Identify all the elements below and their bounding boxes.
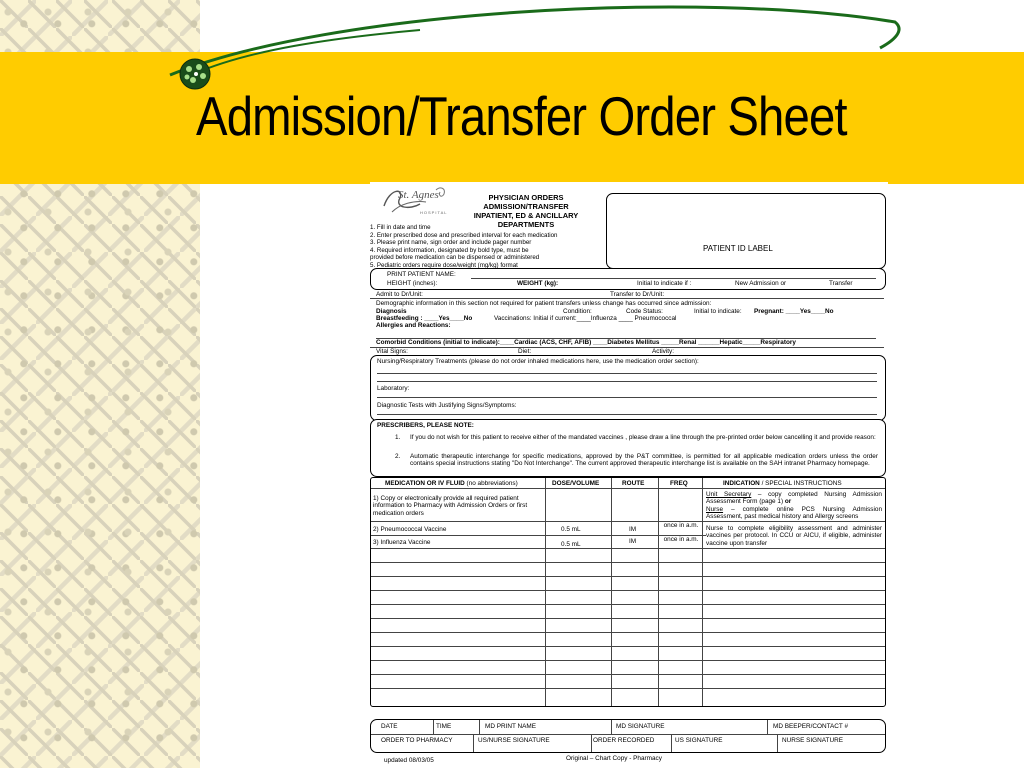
indication-row-1: Unit Secretary – copy completed Nursing Admission Assessment Form (page 1) or Nurse – complete online PCS Nursing Admission Assessment, past medical history and Allergy screens — [706, 491, 882, 521]
footer-order-recorded: ORDER RECORDED — [593, 737, 655, 744]
activity-label: Activity: — [652, 348, 675, 355]
instruction-5: 5. Pediatric orders require dose/weight (mg/kg) format — [370, 261, 518, 269]
vaccinations-label: Vaccinations: Initial if current:____Influenza ____ Pneumococcal — [494, 315, 677, 322]
freq-cell: once in a.m. — [663, 522, 699, 529]
footer-md-signature: MD SIGNATURE — [616, 723, 665, 730]
prescribers-note-title: PRESCRIBERS, PLEASE NOTE: — [377, 422, 474, 429]
hospital-logo — [380, 182, 455, 224]
patient-info-box — [370, 268, 886, 290]
instruction-3: 3. Please print name, sign order and include pager number — [370, 239, 532, 246]
col-dose: DOSE/VOLUME — [552, 480, 600, 487]
col-route: ROUTE — [622, 480, 645, 487]
col-medication: MEDICATION OR IV FLUID (no abbreviations) — [385, 480, 518, 487]
treatments-box — [370, 355, 886, 421]
footer-us-nurse-signature: US/NURSE SIGNATURE — [478, 737, 550, 744]
diet-label: Diet: — [518, 348, 532, 355]
signature-box — [370, 719, 886, 753]
updated-date: updated 08/03/05 — [384, 757, 434, 764]
instruction-4b: provided before medication can be dispensed or administered — [370, 254, 540, 261]
footer-order-to-pharmacy: ORDER TO PHARMACY — [381, 737, 453, 744]
copy-distribution-note: Original – Chart Copy - Pharmacy — [566, 755, 662, 762]
route-cell: IM — [629, 526, 637, 533]
demographic-note: Demographic information in this section not required for patient transfers unless change has occurred since admission: — [376, 300, 712, 307]
pregnant-label: Pregnant: ____Yes____No — [754, 308, 834, 315]
instruction-2: 2. Enter prescribed dose and prescribed interval for each medication — [370, 231, 558, 239]
order-sheet-form — [370, 182, 888, 766]
prescribers-note-1: If you do not wish for this patient to receive either of the mandated vaccines , please draw a line through the pre-printed order below cancelling it and provide reason: — [410, 434, 876, 441]
header-line-1: PHYSICIAN ORDERS — [488, 193, 564, 202]
initial-indicate-label: Initial to indicate if : — [637, 280, 692, 287]
demographic-section — [370, 290, 884, 356]
instruction-1: 1. Fill in date and time — [370, 224, 431, 231]
vital-signs-label: Vital Signs: — [376, 348, 408, 355]
header-line-2: ADMISSION/TRANSFER — [483, 202, 569, 211]
slide-title: Admission/Transfer Order Sheet — [196, 85, 847, 147]
diagnosis-label: Diagnosis — [376, 308, 407, 315]
footer-time: TIME — [436, 723, 452, 730]
medication-table — [370, 477, 886, 707]
weight-label: WEIGHT (kg): — [517, 280, 559, 287]
comorbid-label: Comorbid Conditions (initial to indicate):____Cardiac (ACS, CHF, AFIB) ____Diabetes Mellitus _____Renal ______Hepatic_____Respiratory — [376, 339, 796, 346]
footer-us-signature: US SIGNATURE — [675, 737, 723, 744]
col-indication: INDICATION / SPECIAL INSTRUCTIONS — [723, 480, 842, 487]
initial-to-indicate-label: Initial to indicate: — [694, 308, 742, 315]
table-row: 2) Pneumococcal Vaccine — [373, 526, 447, 533]
header-line-3: INPATIENT, ED & ANCILLARY — [473, 211, 579, 220]
logo-subtitle: HOSPITAL — [420, 210, 448, 215]
new-admission-label: New Admission or — [735, 280, 787, 287]
instruction-4: 4. Required information, designated by bold type, must be — [370, 246, 529, 254]
height-label: HEIGHT (inches): — [387, 280, 438, 287]
code-status-label: Code Status: — [626, 308, 663, 315]
header-line-4: DEPARTMENTS — [497, 220, 555, 229]
laboratory-label: Laboratory: — [377, 385, 410, 392]
breastfeeding-label: Breastfeeding : ____Yes____No — [376, 315, 473, 322]
condition-label: Condition: — [563, 308, 592, 315]
patient-id-label: PATIENT ID LABEL — [703, 244, 773, 253]
freq-cell: once in a.m. — [663, 536, 699, 543]
prescribers-note-2: Automatic therapeutic interchange for specific medications, approved by the P&T committee, is permitted for all applicable medication orders unless the order contains special instructions stating "Do Not Interchange". The current approved therapeutic interchange list is available on the SAH intranet Pharmacy homepage. — [410, 453, 878, 468]
logo-name: St. Agnes — [398, 189, 439, 201]
col-freq: FREQ — [670, 480, 688, 487]
footer-md-print-name: MD PRINT NAME — [485, 723, 537, 730]
footer-nurse-signature: NURSE SIGNATURE — [782, 737, 843, 744]
transfer-label: Transfer — [829, 280, 853, 287]
diagnostic-label: Diagnostic Tests with Justifying Signs/Symptoms: — [377, 402, 517, 409]
indication-row-2-3: Nurse to complete eligibility assessment and administer vaccines per protocol. In CCU or AICU, if eligible, administer vaccine upon transfer — [706, 525, 882, 547]
route-cell: IM — [629, 538, 637, 545]
dose-cell: 0.5 mL — [561, 541, 581, 548]
prescribers-note-box: PRESCRIBERS, PLEASE NOTE: 1. If you do not wish for this patient to receive either of the mandated vaccines , please draw a line through the pre-printed order below cancelling it and provide reason: 2. Automatic therapeutic interchange for specific medications, approved by the P&T committee, is permitted for all applicable medication orders unless the order contains special instructions stating "Do Not Interchange". The current approved therapeutic interchange list is available on the SAH intranet Pharmacy homepage. — [370, 419, 886, 477]
nursing-label: Nursing/Respiratory Treatments (please do not order inhaled medications here, use the medication order section): — [377, 358, 699, 365]
transfer-to-label: Transfer to Dr/Unit: — [610, 291, 665, 298]
instructions-list — [370, 224, 606, 269]
table-row: 3) Influenza Vaccine — [373, 539, 431, 546]
footer-date: DATE — [381, 723, 398, 730]
allergies-label: Allergies and Reactions: — [376, 322, 451, 329]
admit-to-label: Admit to Dr/Unit: — [376, 291, 423, 298]
footer-md-beeper: MD BEEPER/CONTACT # — [773, 723, 849, 730]
dose-cell: 0.5 mL — [561, 526, 581, 533]
table-row: 1) Copy or electronically provide all required patient information to Pharmacy with Admission Orders or first medication orders — [373, 495, 528, 517]
patient-id-label-box — [606, 193, 886, 269]
print-patient-name-label: PRINT PATIENT NAME: — [387, 271, 456, 278]
